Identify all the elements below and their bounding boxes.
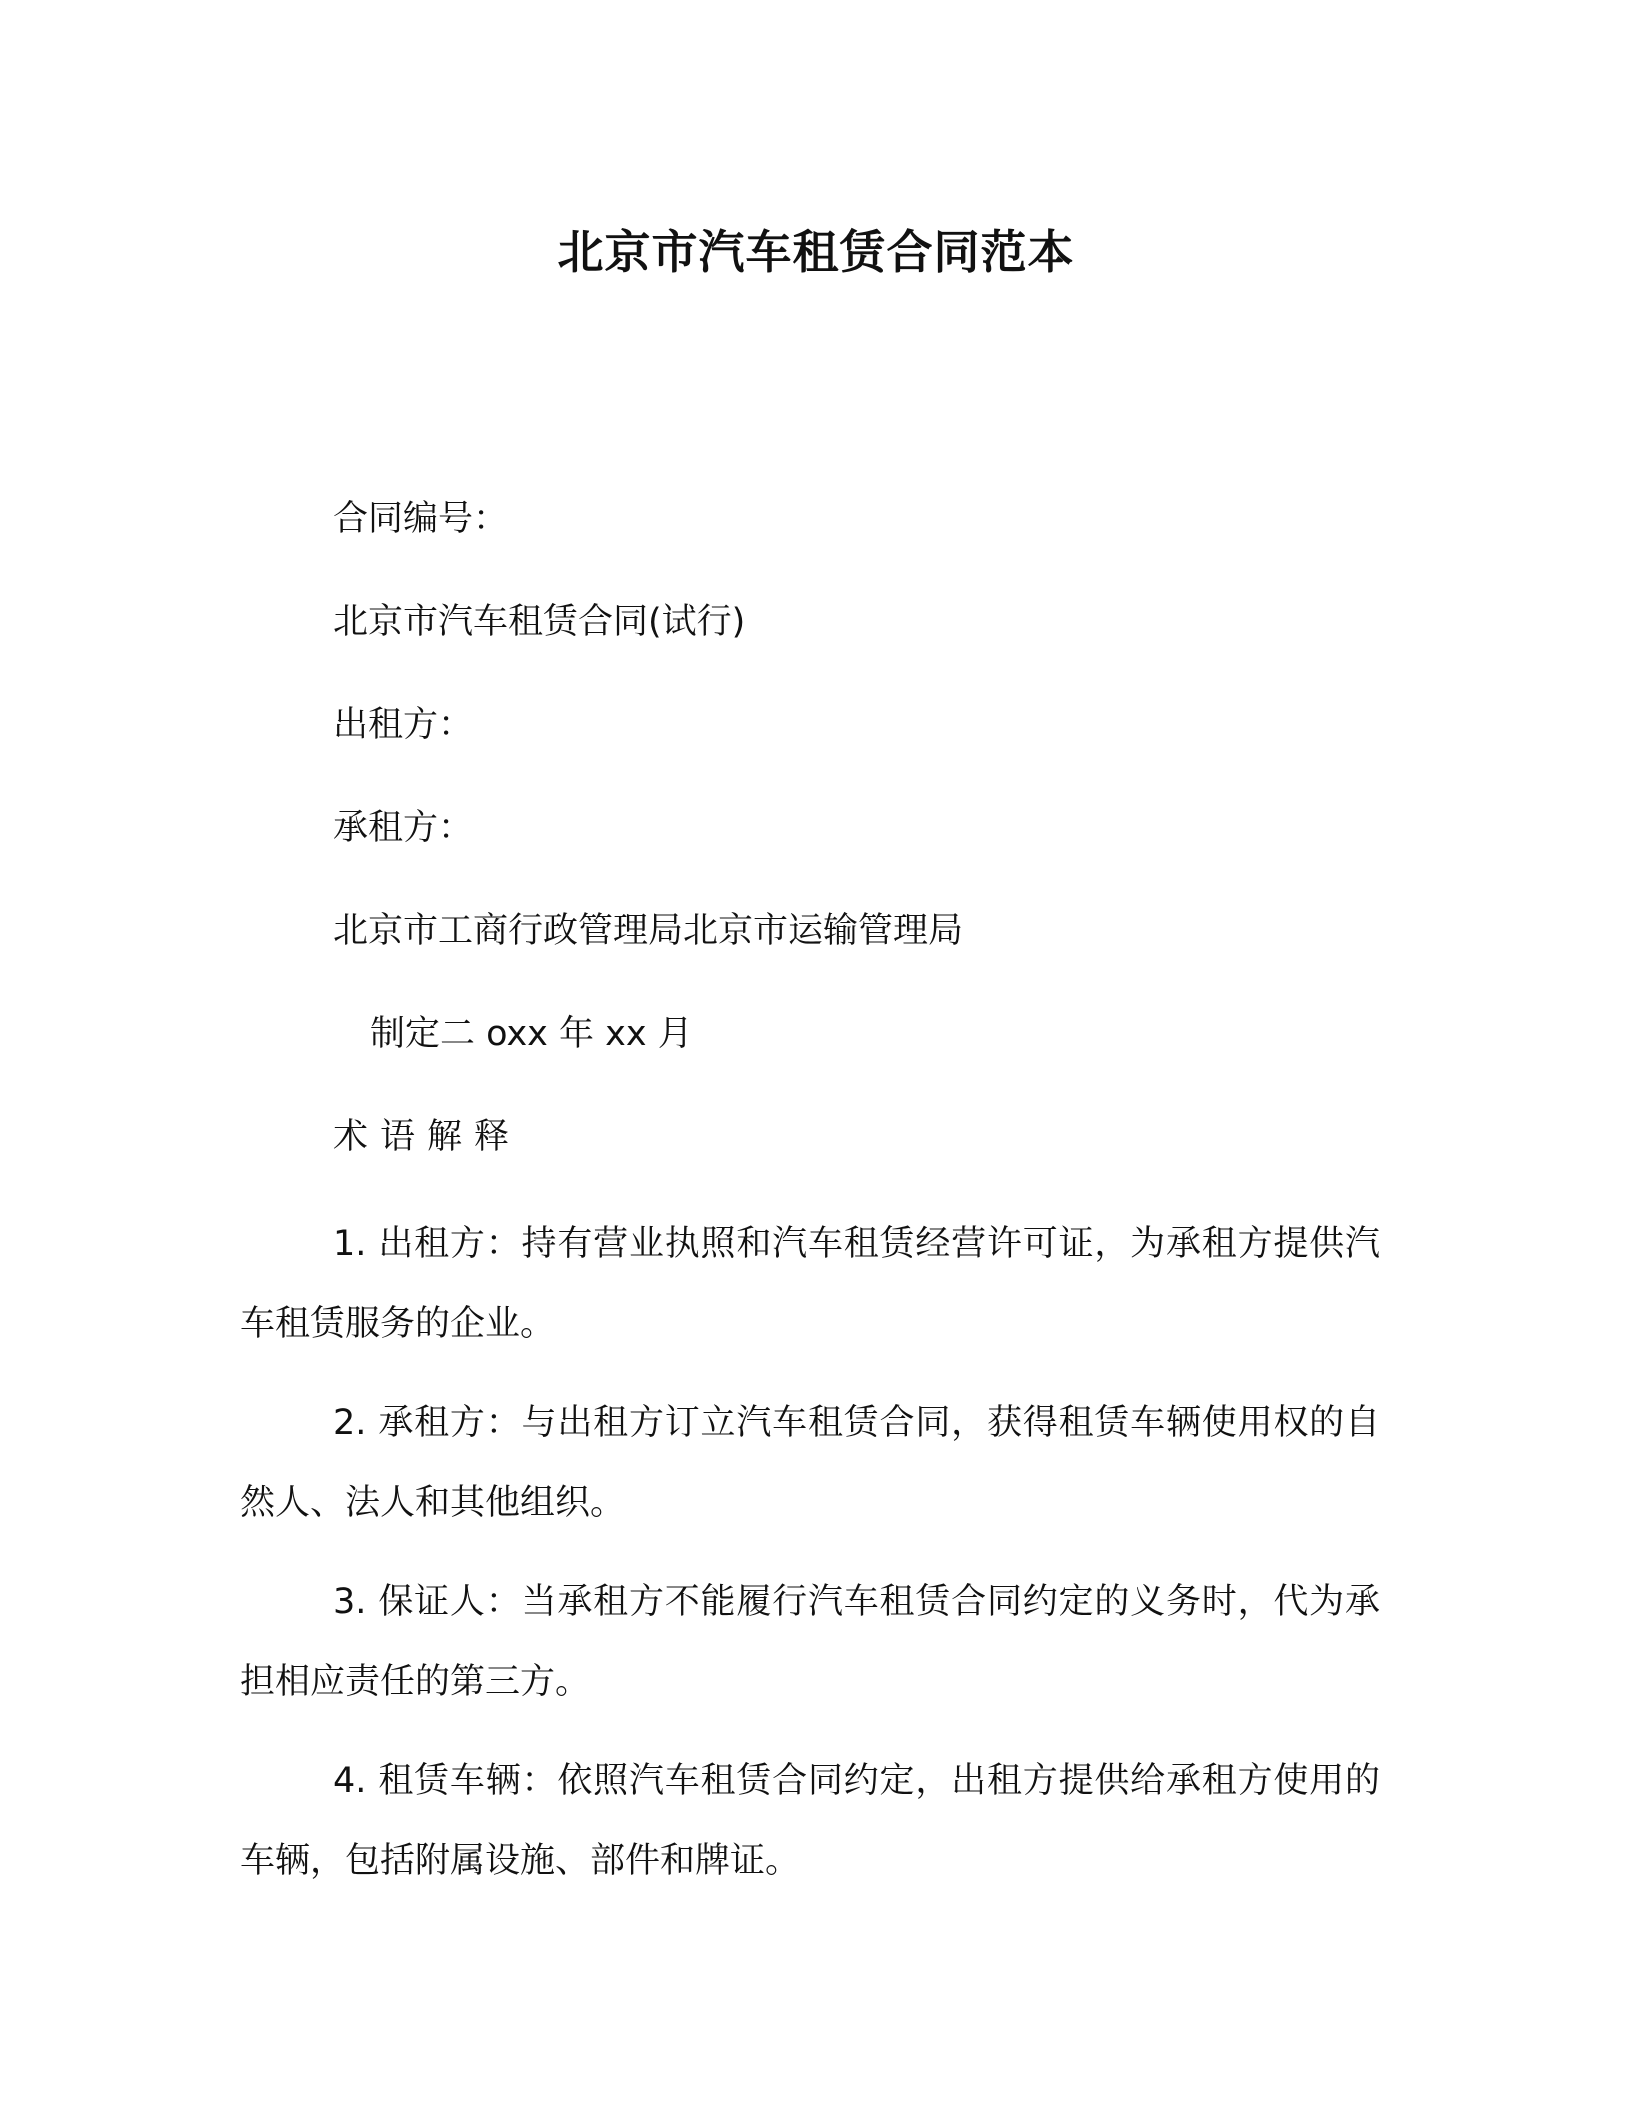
terms-heading: 术语解释	[333, 1117, 522, 1157]
lessee-label: 承租方：	[333, 808, 474, 848]
term-paragraph: 2. 承租方：与出租方订立汽车租赁合同，获得租赁车辆使用权的自然人、法人和其他组织。	[240, 1403, 1380, 1523]
document-title: 北京市汽车租赁合同范本	[557, 225, 1075, 279]
term-paragraph: 1. 出租方：持有营业执照和汽车租赁经营许可证，为承租方提供汽车租赁服务的企业。	[240, 1224, 1380, 1344]
issuing-authorities: 北京市工商行政管理局北京市运输管理局	[333, 911, 964, 951]
term-paragraph: 4. 租赁车辆：依照汽车租赁合同约定，出租方提供给承租方使用的车辆，包括附属设施、部件和牌证。	[240, 1761, 1380, 1881]
lessor-label: 出租方：	[333, 705, 474, 745]
contract-name: 北京市汽车租赁合同(试行)	[333, 602, 746, 642]
term-paragraph: 3. 保证人：当承租方不能履行汽车租赁合同约定的义务时，代为承担相应责任的第三方。	[240, 1582, 1380, 1702]
contract-number-label: 合同编号：	[333, 499, 509, 539]
enactment-date: 制定二 oxx 年 xx 月	[370, 1014, 693, 1054]
